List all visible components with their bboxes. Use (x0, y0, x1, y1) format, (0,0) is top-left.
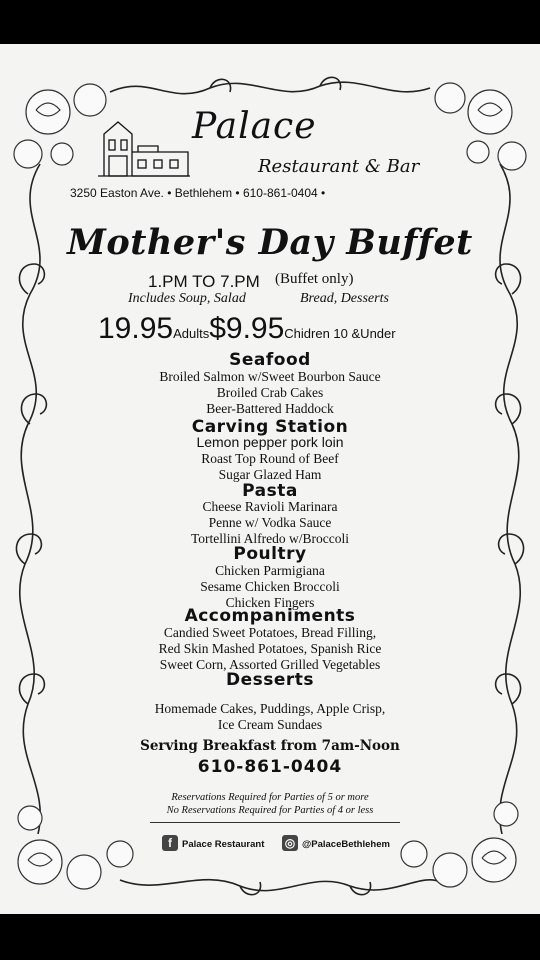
menu-item: Lemon pepper pork loin (196, 434, 344, 450)
event-hours: 1.PM TO 7.PM (148, 272, 260, 291)
phone-number[interactable]: 610-861-0404 (197, 757, 343, 777)
includes-text-extra: Bread, Desserts (300, 291, 389, 306)
menu-item: Ice Cream Sundaes (217, 717, 323, 732)
child-label: Chidren 10 &Under (284, 326, 396, 341)
child-price: $9.95 (209, 312, 285, 345)
address-line: 3250 Easton Ave. • Bethlehem • 610-861-0404 • (70, 186, 326, 200)
menu-item: Beer-Battered Haddock (206, 401, 334, 416)
menu-item: Chicken Fingers (225, 595, 315, 610)
menu-flyer (0, 44, 540, 914)
breakfast-notice: Serving Breakfast from 7am-Noon (140, 738, 400, 754)
section-heading-desserts: Desserts (225, 670, 315, 690)
menu-item: Penne w/ Vodka Sauce (208, 515, 332, 530)
includes-text: Includes Soup, Salad (128, 291, 246, 306)
buffet-note: (Buffet only) (275, 271, 354, 287)
event-title: Mother's Day Buffet (67, 222, 473, 263)
facebook-icon: f (162, 835, 178, 851)
menu-item: Homemade Cakes, Puddings, Apple Crisp, (154, 701, 386, 716)
menu-item: Cheese Ravioli Marinara (202, 499, 338, 514)
menu-item: Sesame Chicken Broccoli (200, 579, 340, 594)
section-heading-accompaniments: Accompaniments (184, 606, 356, 626)
brand-subtitle: Restaurant & Bar (258, 156, 420, 177)
section-heading-carving: Carving Station (191, 417, 349, 437)
section-heading-seafood: Seafood (229, 350, 311, 370)
menu-item: Sweet Corn, Assorted Grilled Vegetables (159, 657, 381, 672)
adult-label: Adults (173, 326, 210, 341)
reservation-note: No Reservations Required for Parties of 4 or less (166, 805, 374, 816)
price-row (98, 312, 396, 346)
section-heading-pasta: Pasta (242, 481, 298, 501)
menu-item: Candied Sweet Potatoes, Bread Filling, (163, 625, 377, 640)
restaurant-building-logo (98, 112, 190, 178)
instagram-icon: ◎ (282, 835, 298, 851)
menu-item: Tortellini Alfredo w/Broccoli (190, 531, 350, 546)
menu-item: Red Skin Mashed Potatoes, Spanish Rice (158, 641, 382, 656)
menu-item: Roast Top Round of Beef (201, 451, 339, 466)
facebook-handle[interactable]: Palace Restaurant (182, 839, 265, 850)
menu-item: Sugar Glazed Ham (218, 467, 322, 482)
section-heading-poultry: Poultry (233, 544, 307, 564)
instagram-handle[interactable]: @PalaceBethlehem (302, 839, 390, 850)
brand-name: Palace (192, 106, 317, 147)
adult-price: 19.95 (98, 312, 174, 345)
reservation-note: Reservations Required for Parties of 5 or more (171, 792, 369, 803)
menu-item: Broiled Salmon w/Sweet Bourbon Sauce (159, 369, 381, 384)
menu-item: Broiled Crab Cakes (216, 385, 324, 400)
menu-item: Chicken Parmigiana (215, 563, 325, 578)
footer-divider (150, 822, 400, 823)
